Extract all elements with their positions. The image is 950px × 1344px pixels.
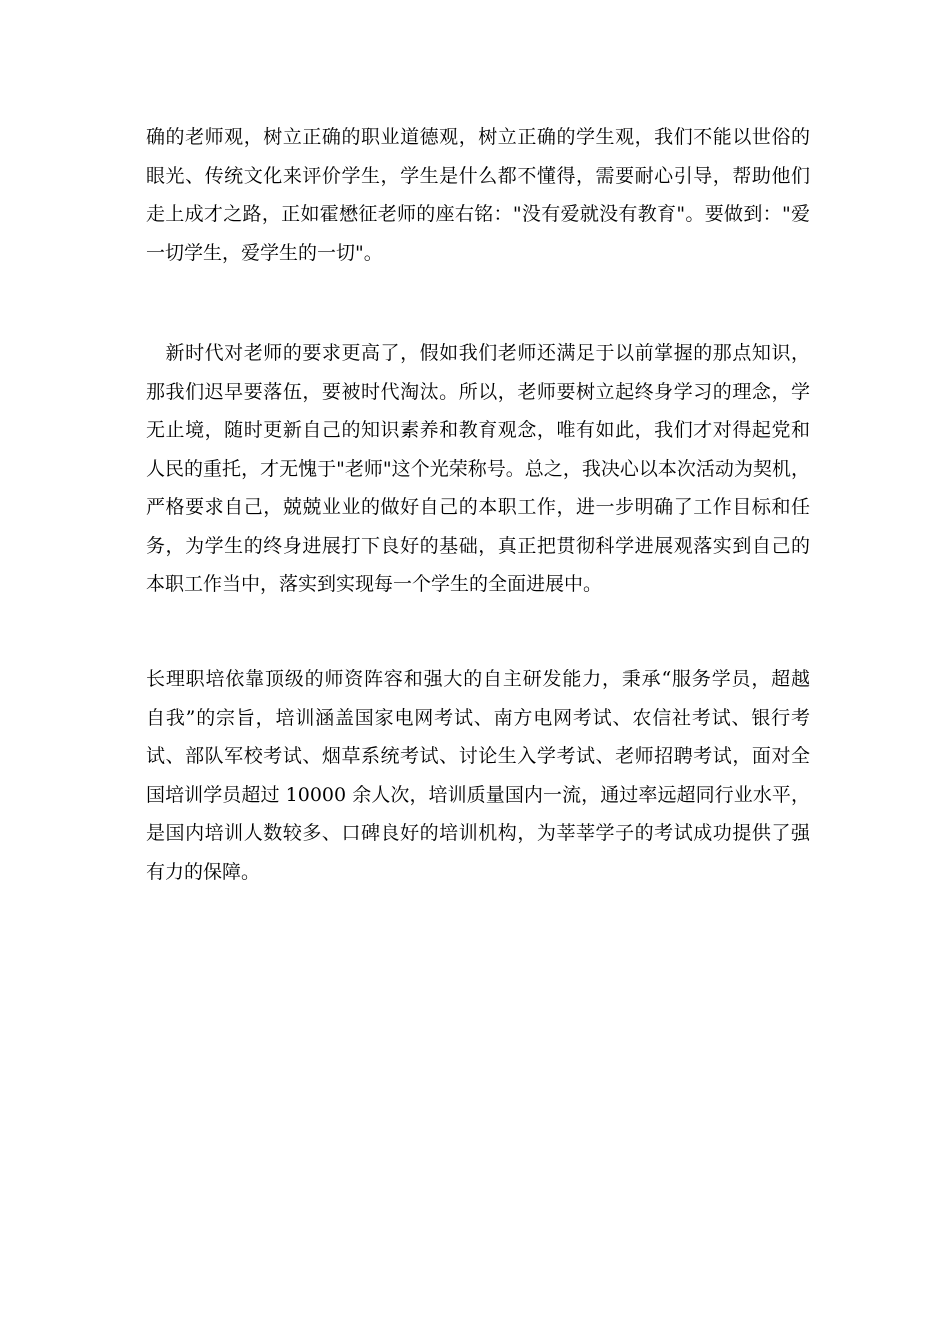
text-line: 新时代对老师的要求更高了，假如我们老师还满足于以前掌握的那点知识， <box>146 342 810 364</box>
text-line: 试、部队军校考试、烟草系统考试、讨论生入学考试、老师招聘考试，面对全 <box>146 745 810 767</box>
text-line: 严格要求自己，兢兢业业的做好自己的本职工作，进一步明确了工作目标和任 <box>146 496 810 518</box>
text-line: 国培训学员超过 10000 余人次，培训质量国内一流，通过率远超同行业水平， <box>146 783 810 806</box>
text-line: 确的老师观，树立正确的职业道德观，树立正确的学生观，我们不能以世俗的 <box>146 126 810 148</box>
text-line: 人民的重托，才无愧于"老师"这个光荣称号。总之，我决心以本次活动为契机， <box>146 457 810 480</box>
text-line: 无止境，随时更新自己的知识素养和教育观念，唯有如此，我们才对得起党和 <box>146 419 810 441</box>
text-line: 务，为学生的终身进展打下良好的基础，真正把贯彻科学进展观落实到自己的 <box>146 534 810 557</box>
text-line: 有力的保障。 <box>146 860 261 883</box>
paragraph-lifelong-learning <box>146 334 810 604</box>
text-line: 本职工作当中，落实到实现每一个学生的全面进展中。 <box>146 573 603 595</box>
text-line: 眼光、传统文化来评价学生，学生是什么都不懂得，需要耐心引导，帮助他们 <box>146 164 810 187</box>
text-line: 是国内培训人数较多、口碑良好的培训机构，为莘莘学子的考试成功提供了强 <box>146 822 810 844</box>
text-line: 自我”的宗旨，培训涵盖国家电网考试、南方电网考试、农信社考试、银行考 <box>146 706 810 729</box>
text-line: 长理职培依靠顶级的师资阵容和强大的自主研发能力，秉承“服务学员，超越 <box>146 668 810 690</box>
paragraph-teacher-view <box>146 118 810 272</box>
text-line: 那我们迟早要落伍，要被时代淘汰。所以，老师要树立起终身学习的理念，学 <box>146 380 810 403</box>
text-line: 走上成才之路，正如霍懋征老师的座右铭："没有爱就没有教育"。要做到："爱 <box>146 203 810 225</box>
paragraph-training-ad <box>146 660 810 891</box>
text-line: 一切学生，爱学生的一切"。 <box>146 241 383 264</box>
